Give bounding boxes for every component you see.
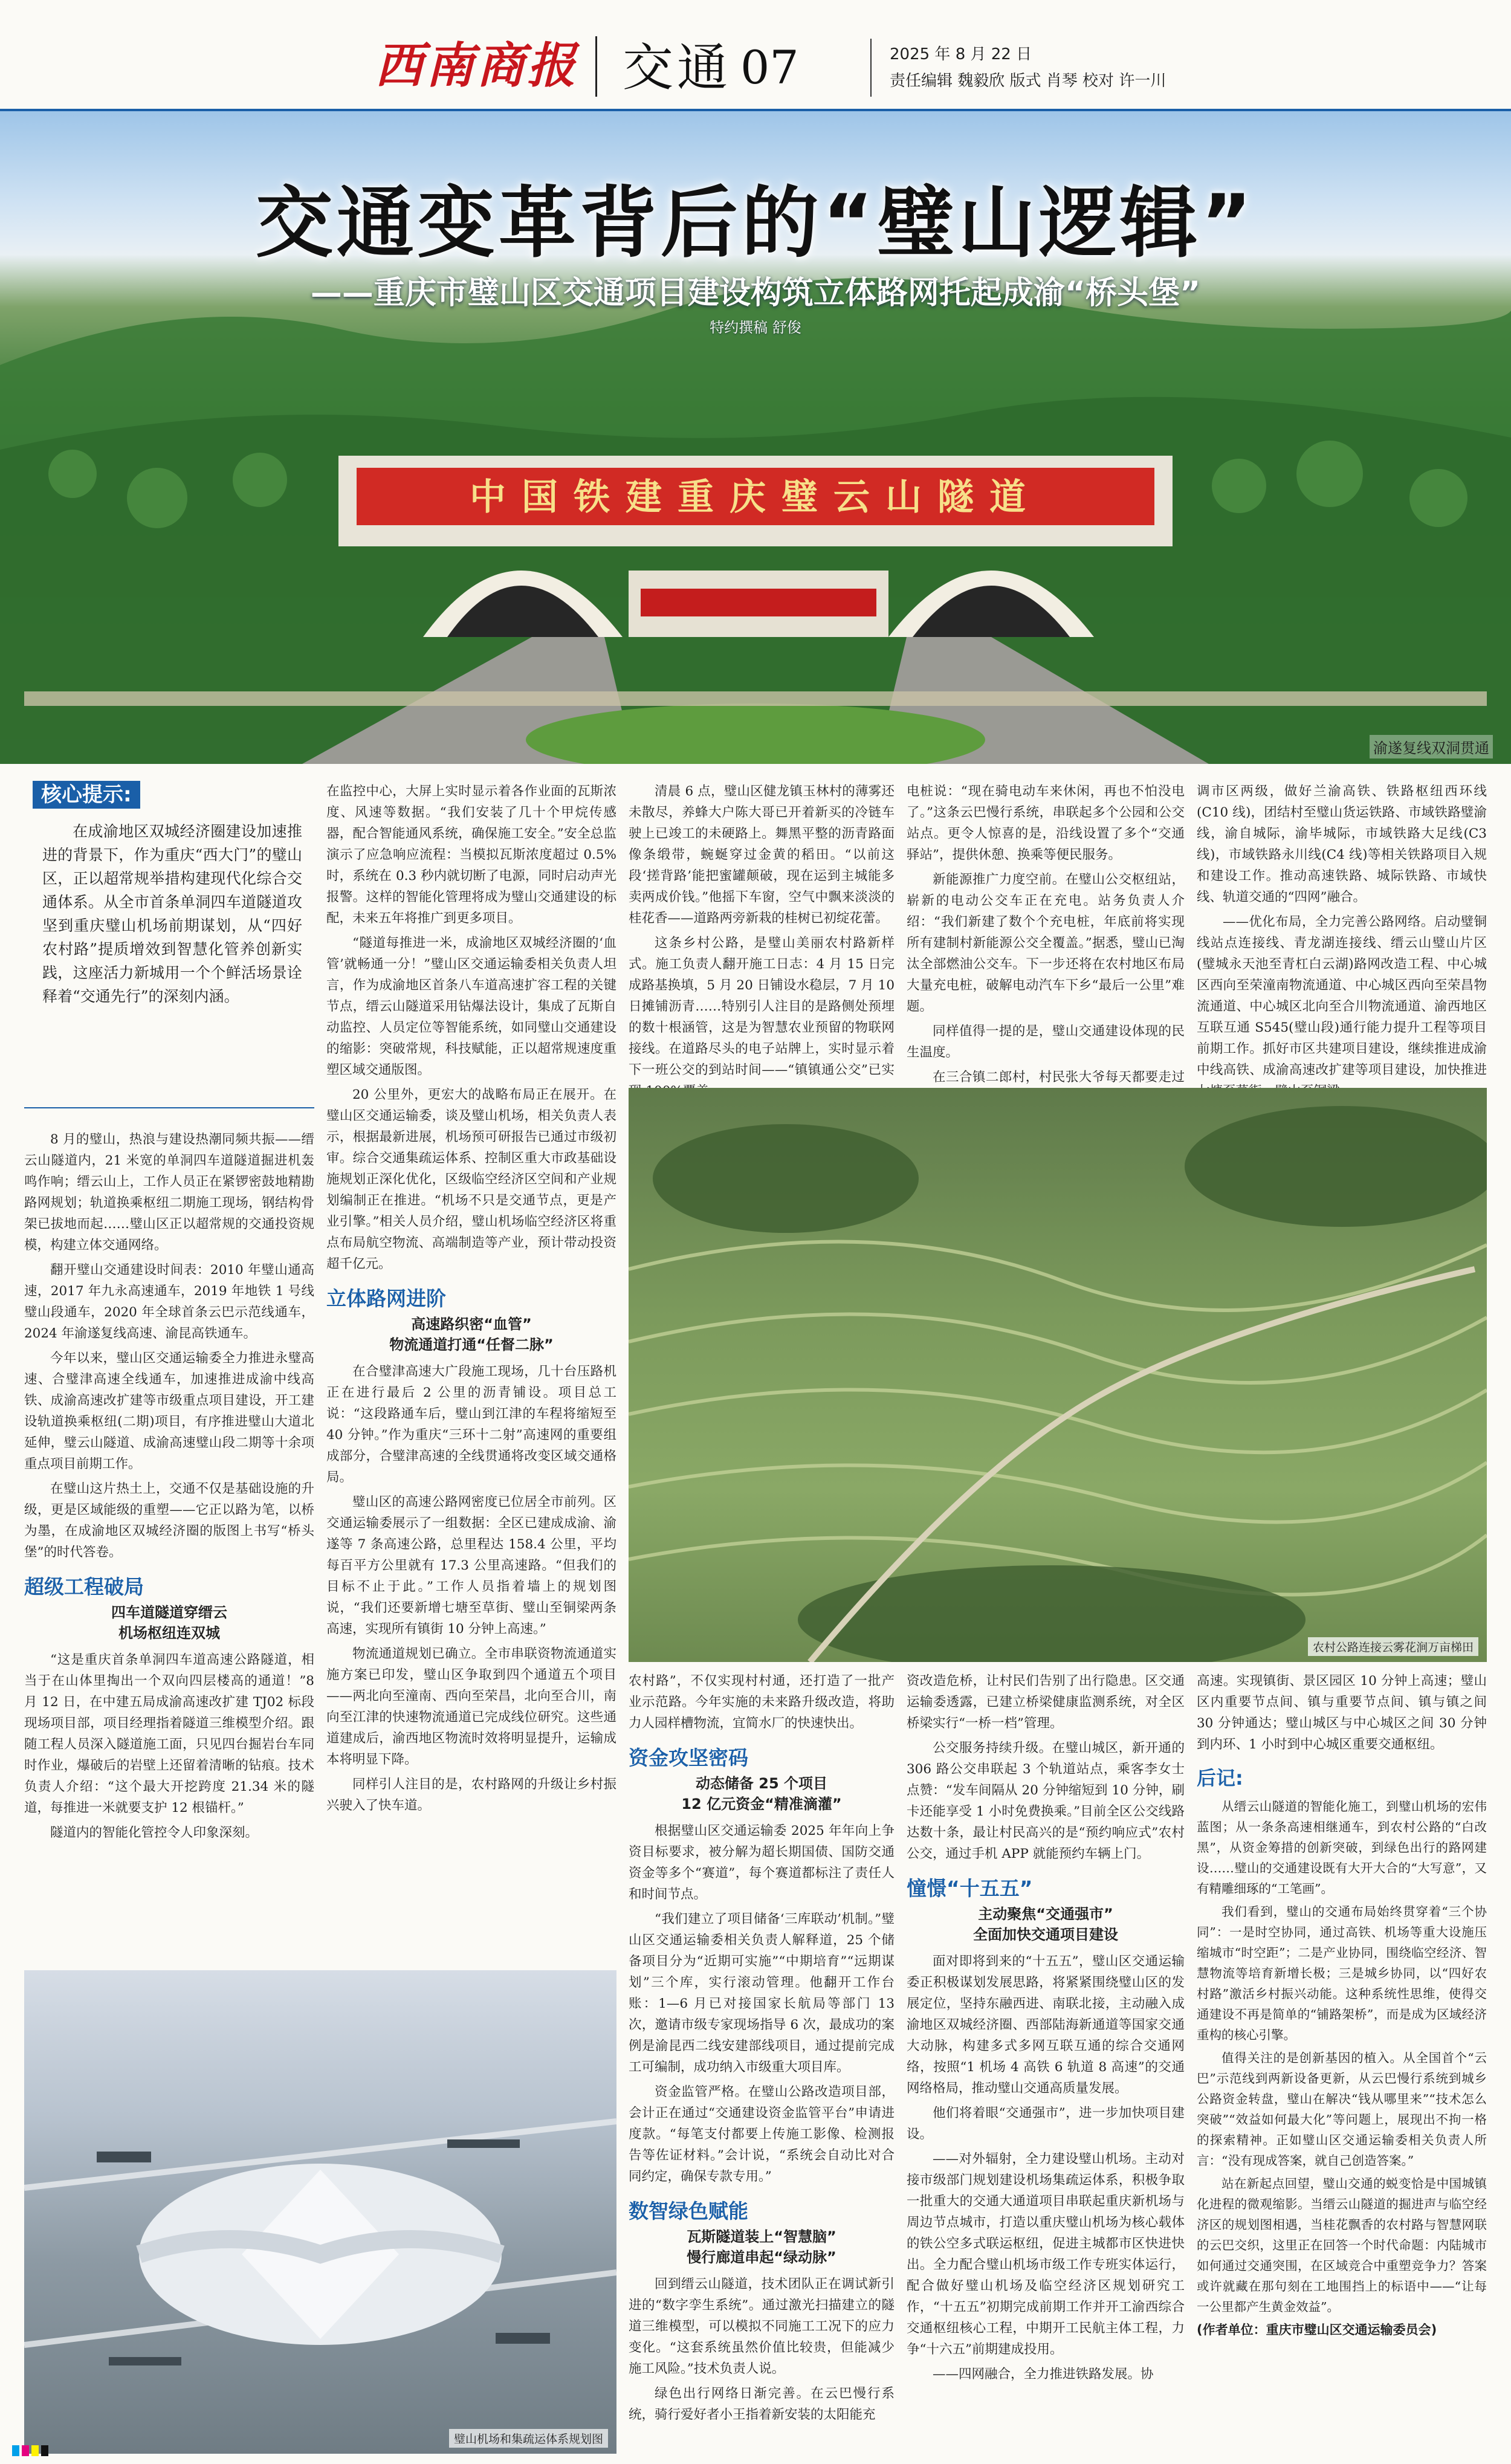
paragraph: 在三合镇二郎村，村民张大爷每天都要走过 bbox=[933, 1070, 1185, 1085]
paragraph: 清晨 6 点，璧山区健龙镇玉林村的薄雾还未散尽，养蜂大户陈大哥已开着新买的冷链车驶上已竣工的未硬路上。舞黑平整的沥青路面像条缎带，蜿蜒穿过金黄的稻田。“以前这段‘搓背路’能把蜜罐颠破，现在运到主城能多卖两成价钱。”他摇下车窗，空气中飘来淡淡的桂花香——道路两旁新栽的桂树已初绽花蕾。 bbox=[629, 784, 895, 926]
paragraph: 面对即将到来的“十五五”，璧山区交通运输委正积极谋划发展思路，将紧紧围绕璧山区的发展定位，坚持东融西进、南联北接，主动融入成渝地区双城经济圈、西部陆海新通道等国家交通大动脉，构建多式多网互联互通的综合交通网络，按照“1 机场 4 高铁 6 轨道 8 高速”的交通网络格局，推动璧山交通高质量发展。 bbox=[907, 1954, 1185, 2096]
paragraph: 资改造危桥，让村民们告别了出行隐患。区交通运输委透露，已建立桥梁健康监测系统，对全区桥梁实行“一桥一档”管理。 bbox=[907, 1673, 1185, 1731]
paragraph: 调市区两级，做好兰渝高铁、铁路枢纽西环线(C10 线)，团结村至璧山货运铁路、市域铁路璧渝线，渝自城际，渝毕城际，市域铁路大足线(C3 线)，市域铁路永川线(C4 线)等相关铁路项目入规和建设工作。推动高速铁路、城际铁路、市域快线、轨道交通的“四网”融合。 bbox=[1197, 784, 1487, 905]
paragraph: 今年以来，璧山区交通运输委全力推进永璧高速、合璧津高速全线通车，加速推进成渝中线高铁、成渝高速改扩建等市级重点项目建设，开工建设轨道换乘枢纽(二期)项目，有序推进璧山大道北延伸，璧云山隧道、成渝高速璧山段二期等十余项重点项目前期工作。 bbox=[24, 1351, 314, 1472]
paragraph: 这条乡村公路，是璧山美丽农村路新样式。施工负责人翻开施工日志：4 月 15 日完成路基换填，5 月 20 日铺设水稳层，7 月 10 日摊铺沥青……特别引人注目的是路侧处预埋的数十根涵管，这是为智慧农业预留的物联网接线。在道路尽头的电子站牌上，实时显示着下一班公交的到站时间——“镇镇通公交”已实 bbox=[629, 936, 895, 1078]
paragraph: ——四网融合，全力推进铁路发展。协 bbox=[933, 2367, 1154, 2382]
column-2 bbox=[326, 781, 616, 1820]
paragraph: 20 公里外，更宏大的战略布局正在展开。在璧山区交通运输委，谈及璧山机场，相关负责人表示，根据最新进展，机场预可研报告已通过市级初审。综合交通集疏运体系、控制区重大市政基础设施规划正深化优化，区级临空经济区空间和产业规划编制正在推进。“机场不只是交通节点，更是产业引擎。”相关人员介绍，璧山机场临空经济区将重点布局航空物流、高端制造等产业，预计带动投资超千亿元。 bbox=[326, 1087, 616, 1272]
terraces-drawing bbox=[629, 1088, 1487, 1662]
column-5-top bbox=[1197, 781, 1487, 1105]
paragraph: 隧道内的智能化管控令人印象深刻。 bbox=[50, 1825, 259, 1840]
masthead-divider-2 bbox=[870, 39, 872, 97]
paragraph: 物流通道规划已确立。全市串联资物流通道实施方案已印发，璧山区争取到四个通道五个项目——两北向至潼南、西向至荣昌，北向至合川，南向至江津的快速物流通道已完成线位研究。这些通道建成后，渝西地区物流时效将明显提升，运输成本将明显下降。 bbox=[326, 1646, 616, 1767]
paragraph: 回到缙云山隧道，技术团队正在调试新引进的“数字孪生系统”。通过激光扫描建立的隧道三维模型，可以模拟不同施工工况下的应力变化。“这套系统虽然价值比较贵，但能减少施工风险。”技术负责人说。 bbox=[629, 2277, 895, 2376]
section-heading: 资金攻坚密码 bbox=[629, 1746, 748, 1770]
paragraph: 资金监管严格。在璧山公路改造项目部，会计正在通过“交通建设资金监管平台”申请进度款。“每笔支付都要上传施工影像、检测报告等佐证材料。”会计说，“系统会自动比对合同约定，确保专款专用。” bbox=[629, 2084, 895, 2184]
section-heading: 数智绿色赋能 bbox=[629, 2199, 748, 2223]
afterword-heading: 后记: bbox=[1197, 1767, 1243, 1790]
afterword-paragraph: 从缙云山隧道的智能化施工，到璧山机场的宏伟蓝图；从一条条高速相继通车，到农村公路的“白改黑”，从资金筹措的创新突破，到绿色出行的路网建设……璧山的交通建设既有大开大合的“大写意”，又有精雕细琢的“工笔画”。 bbox=[1197, 1799, 1487, 1896]
author-affiliation: (作者单位：重庆市璧山区交通运输委员会) bbox=[1197, 2323, 1437, 2337]
page-number: 07 bbox=[740, 40, 799, 94]
paragraph: 在璧山这片热土上，交通不仅是基础设施的升级，更是区域能级的重塑——它正以路为笔，以桥为墨，在成渝地区双城经济圈的版图上书写“桥头堡”的时代答卷。 bbox=[24, 1481, 314, 1560]
paragraph: 同样引人注目的是，农村路网的升级让乡村振兴驶入了快车道。 bbox=[326, 1777, 616, 1813]
airport-caption: 璧山机场和集疏运体系规划图 bbox=[449, 2429, 608, 2448]
masthead bbox=[0, 0, 1511, 121]
column-5-bottom bbox=[1197, 1670, 1487, 1759]
airport-rendering bbox=[24, 1970, 616, 2454]
byline: 特约撰稿 舒俊 bbox=[710, 319, 801, 336]
afterword-paragraph: 站在新起点回望，璧山交通的蜕变恰是中国城镇化进程的微观缩影。当缙云山隧道的掘进声与临空经济区的规划图相遇，当桂花飘香的农村路与智慧网联的云巴交织，这里正在回答一个时代命题：内陆城市如何通过交通突围，在区域竞合中重塑竞争力？答案或许就藏在那句刻在工地围挡上的标语中——“让每一公里都产生黄金效益”。 bbox=[1197, 2176, 1487, 2314]
paragraph: 根据璧山区交通运输委 2025 年年向上争资目标要求，被分解为超长期国债、国防交通资金等多个“赛道”，每个赛道都标注了责任人和时间节点。 bbox=[629, 1823, 895, 1902]
paragraph: 绿色出行网络日渐完善。在云巴慢行系统，骑行爱好者小王指着新安装的太阳能充 bbox=[629, 2386, 895, 2422]
section-heading: 立体路网进阶 bbox=[326, 1287, 446, 1310]
paragraph: 高速。实现镇街、景区园区 10 分钟上高速；璧山区内重要节点间、镇与重要节点间、镇与镇之间 30 分钟通达；璧山城区与中心城区之间 30 分钟到内环、1 小时到中心城区重要交通枢纽。 bbox=[1197, 1673, 1487, 1752]
section-subtitle: 四车道隧道穿缙云 机场枢纽连双城 bbox=[111, 1604, 227, 1641]
color-chip bbox=[41, 2445, 48, 2456]
terraces-photo bbox=[629, 1088, 1487, 1662]
color-chip bbox=[31, 2445, 39, 2456]
paragraph: 新能源推广力度空前。在璧山公交枢纽站，崭新的电动公交车正在充电。站务负责人介绍：“我们新建了数个个充电桩，年底前将实现所有建制村新能源公交全覆盖。”据悉，璧山已淘汰全部燃油公交车。下一步还将在农村地区布局大量充电桩，破解电动汽车下乡“最后一公里”难题。 bbox=[907, 872, 1185, 1014]
section-subtitle: 高速路织密“血管” 物流通道打通“任督二脉” bbox=[389, 1316, 554, 1353]
masthead-logo: 西南商报 bbox=[375, 37, 578, 94]
section-heading: 憧憬“十五五” bbox=[907, 1877, 1033, 1900]
summary-text bbox=[42, 820, 302, 1010]
column-3-bottom bbox=[629, 1670, 895, 2429]
afterword-box bbox=[1197, 1765, 1487, 2340]
paragraph: 公交服务持续升级。在璧山城区，新开通的 306 路公交串联起 3 个轨道站点，乘客李女士点赞：“发车间隔从 20 分钟缩短到 10 分钟，刷卡还能享受 1 小时免费换乘。”目前全区公交线路达数十条，最让村民高兴的是“预约响应式”农村公交，通过手机 APP 就能预约车辆上门。 bbox=[907, 1741, 1185, 1861]
paragraph: 同样值得一提的是，璧山交通建设体现的民生温度。 bbox=[907, 1024, 1185, 1060]
paragraph: “我们建立了项目储备‘三库联动’机制。”璧山区交通运输委相关负责人解释道，25 个储备项目分为“近期可实施”“中期培育”“远期谋划”三个库，实行滚动管理。他翻开工作台账：1—6 月已对接国家长航局等部门 13 次，邀请市级专家现场指导 6 次，最成功的案例是渝昆西二线安建部线项目，通过提前完成工可编制，成功纳入市级重大项目库。 bbox=[629, 1912, 895, 2075]
section-subtitle: 主动聚焦“交通强市” 全面加快交通项目建设 bbox=[973, 1906, 1118, 1943]
paragraph: 在合璧津高速大广段施工现场，几十台压路机正在进行最后 2 公里的沥青铺设。项目总工说：“这段路通车后，璧山到江津的车程将缩短至 40 分钟。”作为重庆“三环十二射”高速网的重要组成部分，合璧津高速的全线贯通将改变区域交通格局。 bbox=[326, 1364, 616, 1485]
paragraph: 他们将着眼“交通强市”，进一步加快项目建设。 bbox=[907, 2106, 1185, 2142]
column-4-bottom bbox=[907, 1670, 1185, 2388]
color-chip bbox=[22, 2445, 29, 2456]
paragraph: “隧道每推进一米，成渝地区双城经济圈的‘血管’就畅通一分！”璧山区交通运输委相关负责人坦言，作为成渝地区首条八车道高速扩容工程的关键节点，缙云山隧道采用钻爆法设计，集成了瓦斯自动监控、人员定位等智能系统，如同璧山交通建设的缩影：突破常规，科技赋能，正以超常规速度重塑区域交通版图。 bbox=[326, 936, 616, 1078]
issue-date: 2025 年 8 月 22 日 bbox=[890, 45, 1032, 63]
section-heading: 超级工程破局 bbox=[24, 1575, 144, 1599]
paragraph: ——对外辐射，全力建设璧山机场。主动对接市级部门规划建设机场集疏运体系，积极争取一批重大的交通大通道项目串联起重庆新机场与周边节点城市，打造以重庆璧山机场为核心载体的铁公空多式联运枢纽，促进主城都市区快进快出。全力配合璧山机场市级工作专班实体运行，配合做好璧山机场及临空经济区规划研究工作，“十五五”初期完成前期工作并开工渝西综合交通枢纽核心工程，中期开工民航主体工程，力争“十六五”前期建成投用。 bbox=[907, 2152, 1185, 2357]
paragraph: 8 月的璧山，热浪与建设热潮同频共振——缙云山隧道内，21 米宽的单洞四车道隧道掘进机轰鸣作响；缙云山上，工作人员正在紧锣密鼓地精勘路网规划；轨道换乘枢纽二期施工现场，钢结构骨架已拔地而起……璧山区正以超常规的交通投资规模，构建立体交通网络。 bbox=[24, 1132, 314, 1253]
summary-paragraph: 在成渝地区双城经济圈建设加速推进的背景下，作为重庆“西大门”的璧山区，正以超常规举措构建现代化综合交通体系。从全市首条单洞四车道隧道攻坚到重庆璧山机场前期谋划，从“四好农村路”提质增效到智慧化管养创新实践，这座活力新城用一个个鲜活场景诠释着“交通先行”的深刻内涵。 bbox=[42, 823, 302, 1005]
afterword-paragraph: 我们看到，璧山的交通布局始终贯穿着“三个协同”：一是时空协同，通过高铁、机场等重大设施压缩城市“时空距”；二是产业协同，围绕临空经济、智慧物流等培育新增长极；三是城乡协同，以“四好农村路”激活乡村振兴动能。这种系统性思维，使得交通建设不再是简单的“铺路架桥”，而是成为区域经济重构的核心引擎。 bbox=[1197, 1904, 1487, 2042]
paragraph: 农村路”，不仅实现村村通，还打造了一批产业示范路。今年实施的未来路升级改造，将助力人园样槽物流，宜简水厂的快速快出。 bbox=[629, 1673, 895, 1731]
column-4-top bbox=[907, 781, 1185, 1134]
paragraph: 璧山区的高速公路网密度已位居全市前列。区交通运输委展示了一组数据：全区已建成成渝、渝遂等 7 条高速公路，总里程达 158.4 公里，平均每百平方公里就有 17.3 公里高速路。“但我们的目标不止于此。”工作人员指着墙上的规划图说，“我们还要新增七塘至草街、璧山至铜梁两条高速，实现所有镇街 10 分钟上高速。” bbox=[326, 1495, 616, 1637]
masthead-divider bbox=[595, 36, 597, 97]
section-name: 交通 bbox=[623, 38, 732, 97]
paragraph: 在监控中心，大屏上实时显示着各作业面的瓦斯浓度、风速等数据。“我们安装了几十个甲烷传感器，配合智能通风系统，确保施工安全。”安全总监演示了应急响应流程：当模拟瓦斯浓度超过 0.5%时，系统在 0.3 秒内就切断了电源，同时启动声光报警。这样的智能化管理将成为璧山交通建设的标配，未来五年将推广到更多项目。 bbox=[326, 784, 616, 926]
section-subtitle: 动态储备 25 个项目 12 亿元资金“精准滴灌” bbox=[681, 1775, 842, 1812]
summary-box bbox=[24, 781, 314, 1119]
column-3-top bbox=[629, 781, 895, 1130]
paragraph: ——优化布局，全力完善公路网络。启动璧铜线站点连接线、青龙湖连接线、缙云山璧山片区(璧城永天池至青杠白云湖)路网改造工程、中心城区西向至荣潼南物流通道、中心城区西向至荣昌物流通道、中心城区北向至合川物流通道、渝西地区互联互通 S545(璧山段)通行能力提升工程等项目前期工作。抓好市区共建项目建设，继续推进成渝中线高铁、成渝高速改扩建等项目建设，加快推进 bbox=[1197, 914, 1487, 1078]
summary-rule bbox=[24, 1107, 314, 1108]
airport-drawing bbox=[24, 1970, 616, 2454]
column-1 bbox=[24, 1129, 314, 1847]
paragraph: “这是重庆首条单洞四车道高速公路隧道，相当于在山体里掏出一个双向四层楼高的通道！”8 月 12 日，在中建五局成渝高速改扩建 TJ02 标段现场项目部，项目经理指着隧道三维模型介绍。跟随工程人员深入隧道施工面，只见四台掘岩台车同时作业，爆破后的岩壁上还留着清晰的钻痕。技术负责人介绍：“这个最大开挖跨度 21.34 米的隧道，每推进一米就要支护 12 根锚杆。” bbox=[24, 1652, 314, 1816]
terraces-caption: 农村公路连接云雾花涧万亩梯田 bbox=[1308, 1637, 1478, 1656]
afterword-paragraph: 值得关注的是创新基因的植入。从全国首个“云巴”示范线到两新设备更新，从云巴慢行系统到城乡公路资金转盘，璧山在解决“钱从哪里来”“技术怎么突破”“效益如何最大化”等问题上，展现出不拘一格的探索精神。正如璧山区交通运输委相关负责人所言：“没有现成答案，就自己创造答案。” bbox=[1197, 2051, 1487, 2168]
footer-color-bar bbox=[12, 2445, 48, 2456]
hero-caption: 渝遂复线双洞贯通 bbox=[1370, 735, 1493, 758]
summary-label: 核心提示: bbox=[33, 781, 140, 809]
page-title: 交通变革背后的“璧山逻辑” bbox=[255, 178, 1256, 268]
paragraph: 翻开璧山交通建设时间表：2010 年璧山通高速，2017 年九永高速通车，2019 年地铁 1 号线璧山段通车，2020 年全球首条云巴示范线通车，2024 年渝遂复线高速、渝昆高铁通车。 bbox=[24, 1263, 314, 1341]
section-subtitle: 瓦斯隧道装上“智慧脑” 慢行廊道串起“绿动脉” bbox=[687, 2228, 836, 2266]
editors-line: 责任编辑 魏毅欣 版式 肖琴 校对 许一川 bbox=[890, 72, 1166, 90]
tunnel-banner-text: 中国铁建重庆璧云山隧道 bbox=[470, 476, 1041, 519]
color-chip bbox=[12, 2445, 19, 2456]
page-subtitle: ——重庆市璧山区交通项目建设构筑立体路网托起成渝“桥头堡” bbox=[310, 275, 1201, 311]
paragraph: 电桩说：“现在骑电动车来休闲，再也不怕没电了。”这条云巴慢行系统，串联起多个公园和公交站点。更令人惊喜的是，沿线设置了多个“交通驿站”，提供休憩、换乘等便民服务。 bbox=[907, 784, 1185, 862]
